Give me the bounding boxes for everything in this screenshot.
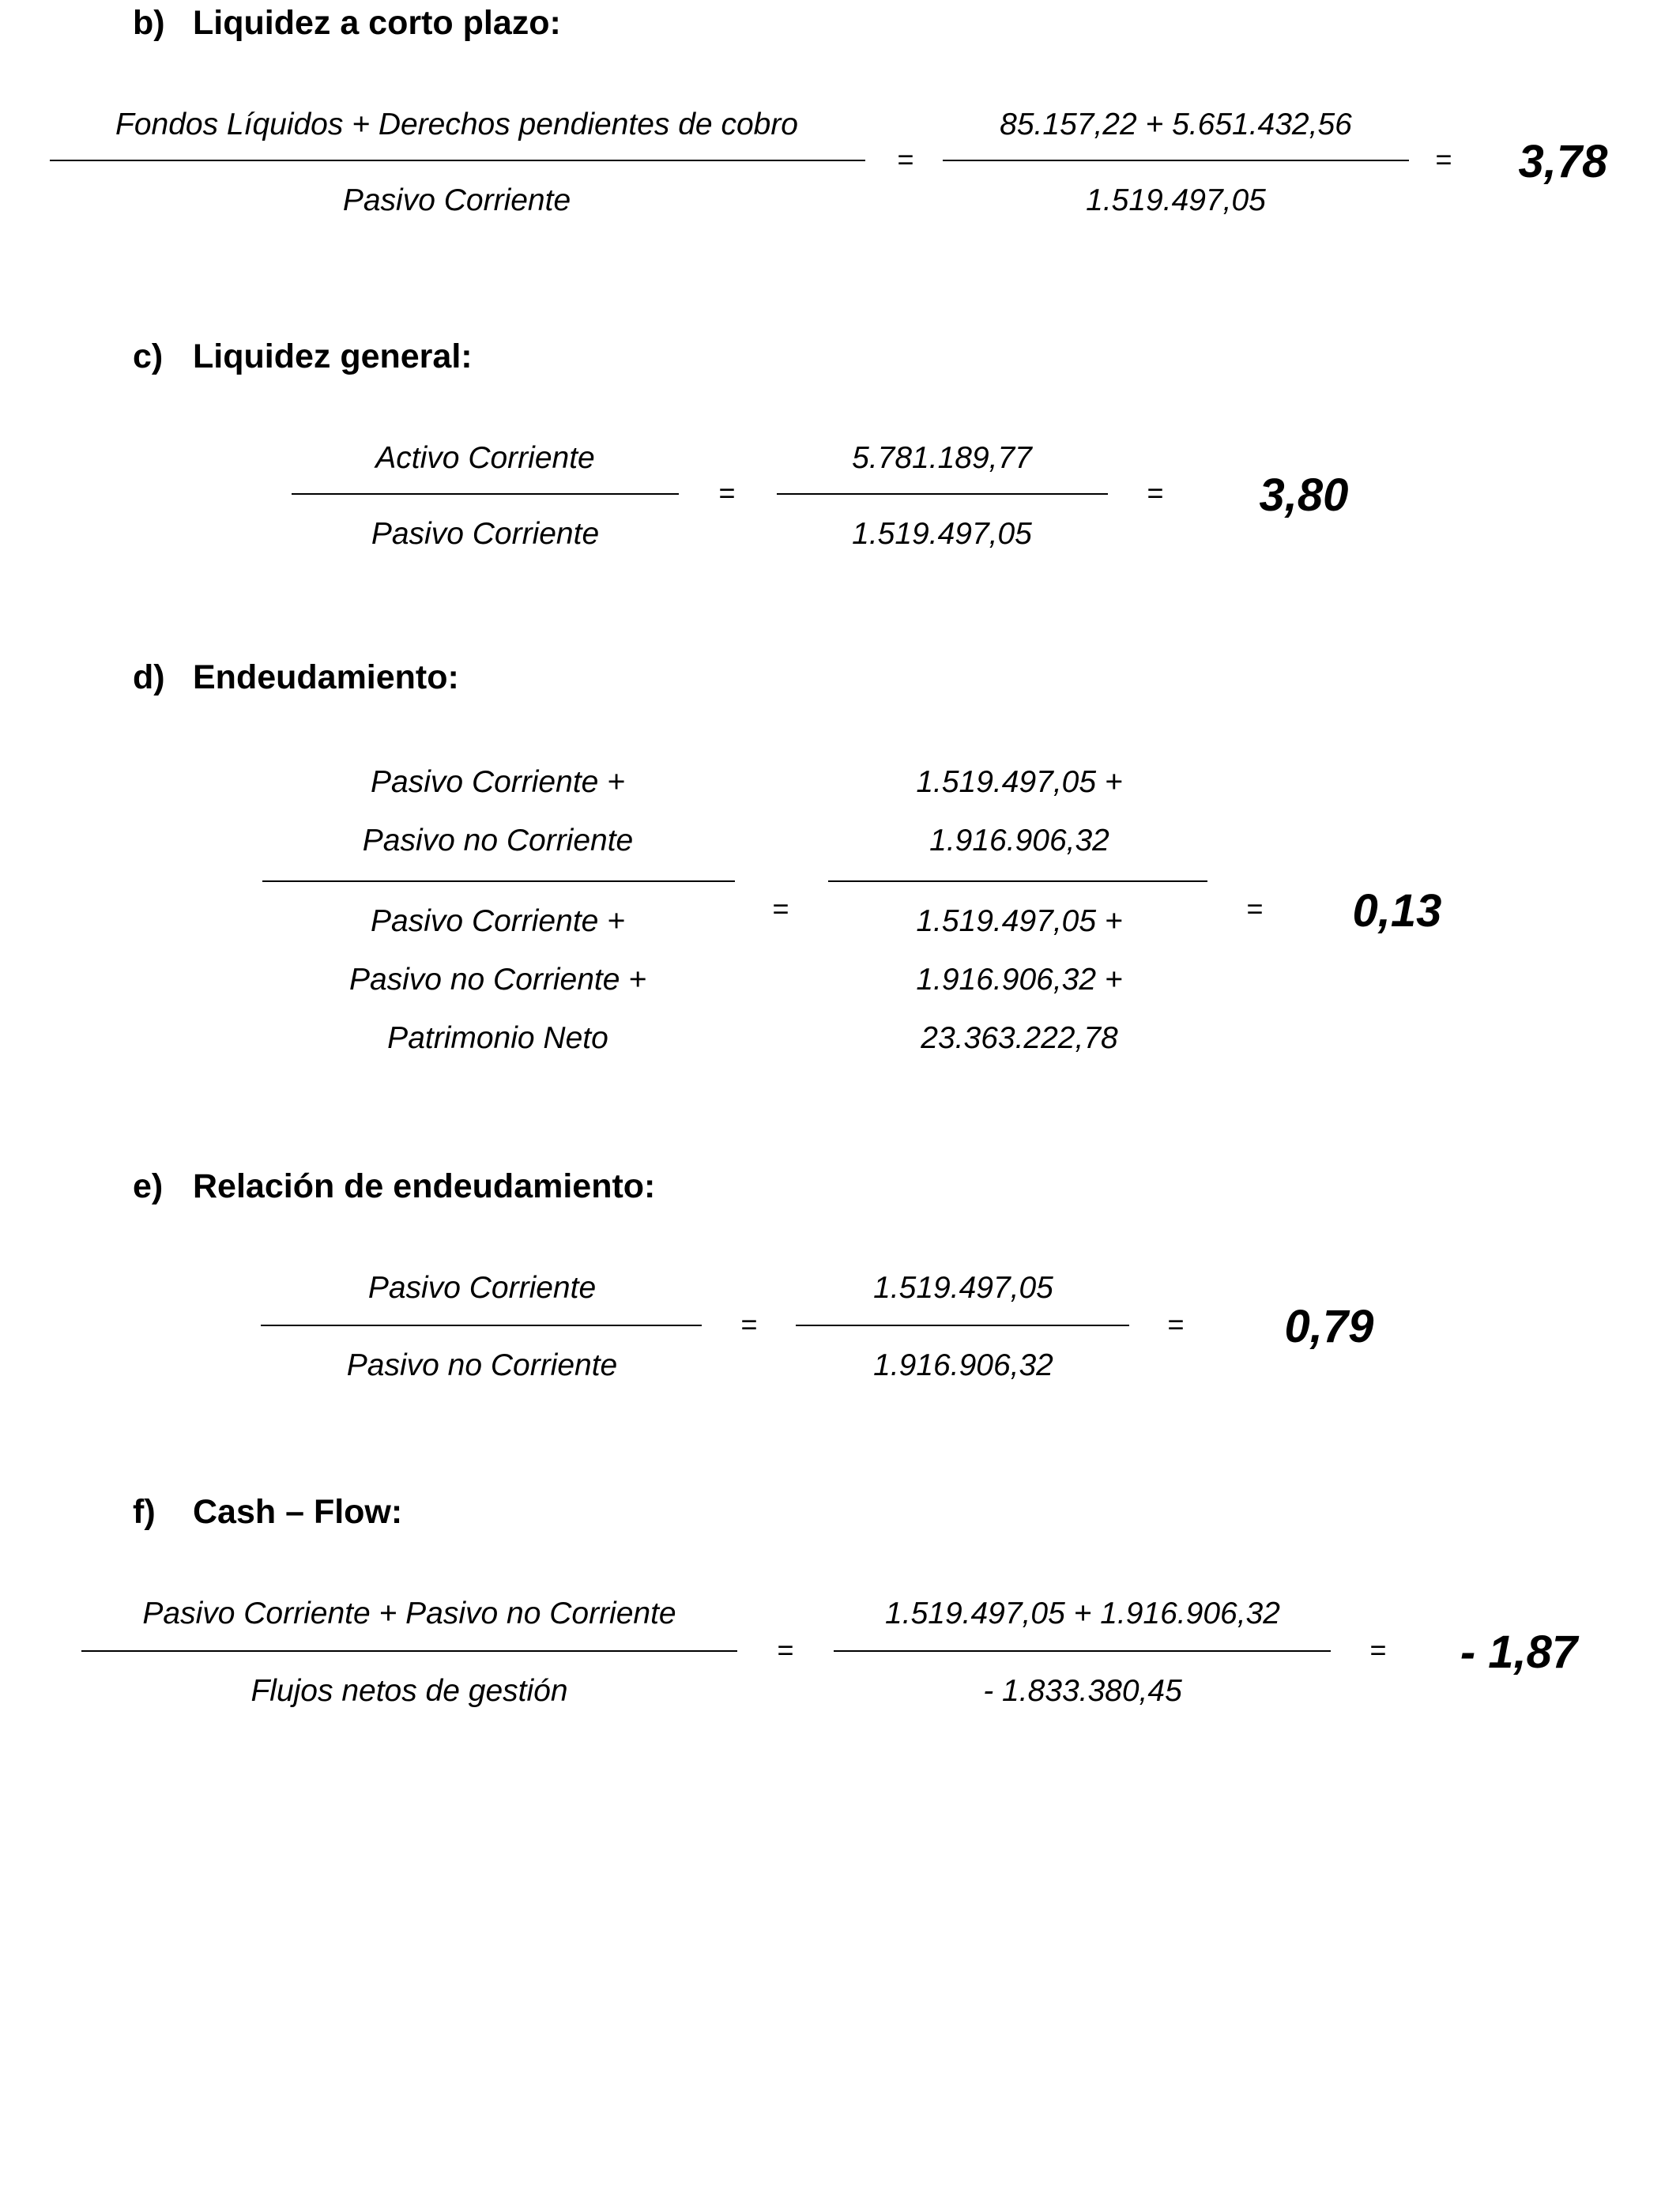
numerator-term: Pasivo Corriente + Pasivo no Corriente — [142, 1596, 676, 1630]
numerator-term: Pasivo Corriente — [367, 1271, 597, 1305]
denominator-term: Flujos netos de gestión — [250, 1674, 568, 1708]
numerator-term: Fondos Líquidos + Derechos pendientes de cobro — [115, 107, 798, 141]
denominator-value: 1.519.497,05 — [1086, 183, 1266, 217]
numerator-term: Pasivo Corriente + — [371, 765, 625, 799]
denominator-value: 1.916.906,32 — [873, 1348, 1053, 1382]
fraction-bar — [796, 1325, 1129, 1326]
fraction-bar — [834, 1650, 1331, 1652]
fraction-bar — [262, 880, 735, 882]
fraction-bar — [292, 493, 679, 495]
fraction-bar — [828, 880, 1207, 882]
section-letter: f) — [133, 1493, 156, 1531]
result-value: 0,79 — [1284, 1301, 1374, 1352]
section-title: Endeudamiento: — [193, 658, 459, 696]
denominator-term: Pasivo Corriente — [342, 183, 571, 217]
section-title: Liquidez general: — [193, 337, 473, 375]
numerator-value: 1.519.497,05 + 1.916.906,32 — [885, 1596, 1280, 1630]
equals-sign: = — [777, 1634, 794, 1666]
section-letter: b) — [133, 4, 165, 42]
fraction-bar — [777, 493, 1108, 495]
equals-sign: = — [718, 477, 736, 509]
section-letter: e) — [133, 1167, 164, 1205]
equals-sign: = — [1246, 892, 1264, 925]
numerator-value: 1.916.906,32 — [929, 824, 1109, 858]
denominator-term: Pasivo no Corriente + — [348, 963, 647, 997]
equals-sign: = — [897, 143, 914, 175]
result-value: 3,80 — [1259, 469, 1349, 521]
section-letter: c) — [133, 337, 164, 375]
numerator-term: Activo Corriente — [375, 441, 595, 475]
fraction-bar — [943, 160, 1409, 161]
denominator-term: Pasivo Corriente + — [371, 904, 625, 938]
fraction-bar — [50, 160, 865, 161]
equals-sign: = — [1167, 1308, 1185, 1340]
equals-sign: = — [772, 892, 789, 925]
result-value: 3,78 — [1518, 136, 1608, 187]
denominator-term: Pasivo Corriente — [371, 517, 600, 551]
equals-sign: = — [1369, 1634, 1387, 1666]
denominator-value: 1.519.497,05 — [852, 517, 1032, 551]
numerator-value: 1.519.497,05 — [873, 1271, 1053, 1305]
result-value: 0,13 — [1352, 885, 1442, 937]
denominator-term: Pasivo no Corriente — [346, 1348, 618, 1382]
section-title: Liquidez a corto plazo: — [193, 4, 561, 42]
result-value: - 1,87 — [1460, 1627, 1578, 1678]
fraction-bar — [81, 1650, 737, 1652]
equals-sign: = — [1147, 477, 1164, 509]
denominator-value: 1.519.497,05 + — [916, 904, 1123, 938]
fraction-bar — [261, 1325, 702, 1326]
denominator-value: 23.363.222,78 — [921, 1021, 1118, 1055]
numerator-value: 5.781.189,77 — [852, 441, 1032, 475]
denominator-value: - 1.833.380,45 — [983, 1674, 1182, 1708]
equals-sign: = — [1435, 143, 1452, 175]
numerator-value: 85.157,22 + 5.651.432,56 — [1000, 107, 1352, 141]
numerator-value: 1.519.497,05 + — [916, 765, 1123, 799]
numerator-term: Pasivo no Corriente — [362, 824, 634, 858]
section-title: Cash – Flow: — [193, 1493, 403, 1531]
section-letter: d) — [133, 658, 165, 696]
section-title: Relación de endeudamiento: — [193, 1167, 656, 1205]
equals-sign: = — [740, 1308, 758, 1340]
denominator-term: Patrimonio Neto — [387, 1021, 608, 1055]
denominator-value: 1.916.906,32 + — [916, 963, 1123, 997]
